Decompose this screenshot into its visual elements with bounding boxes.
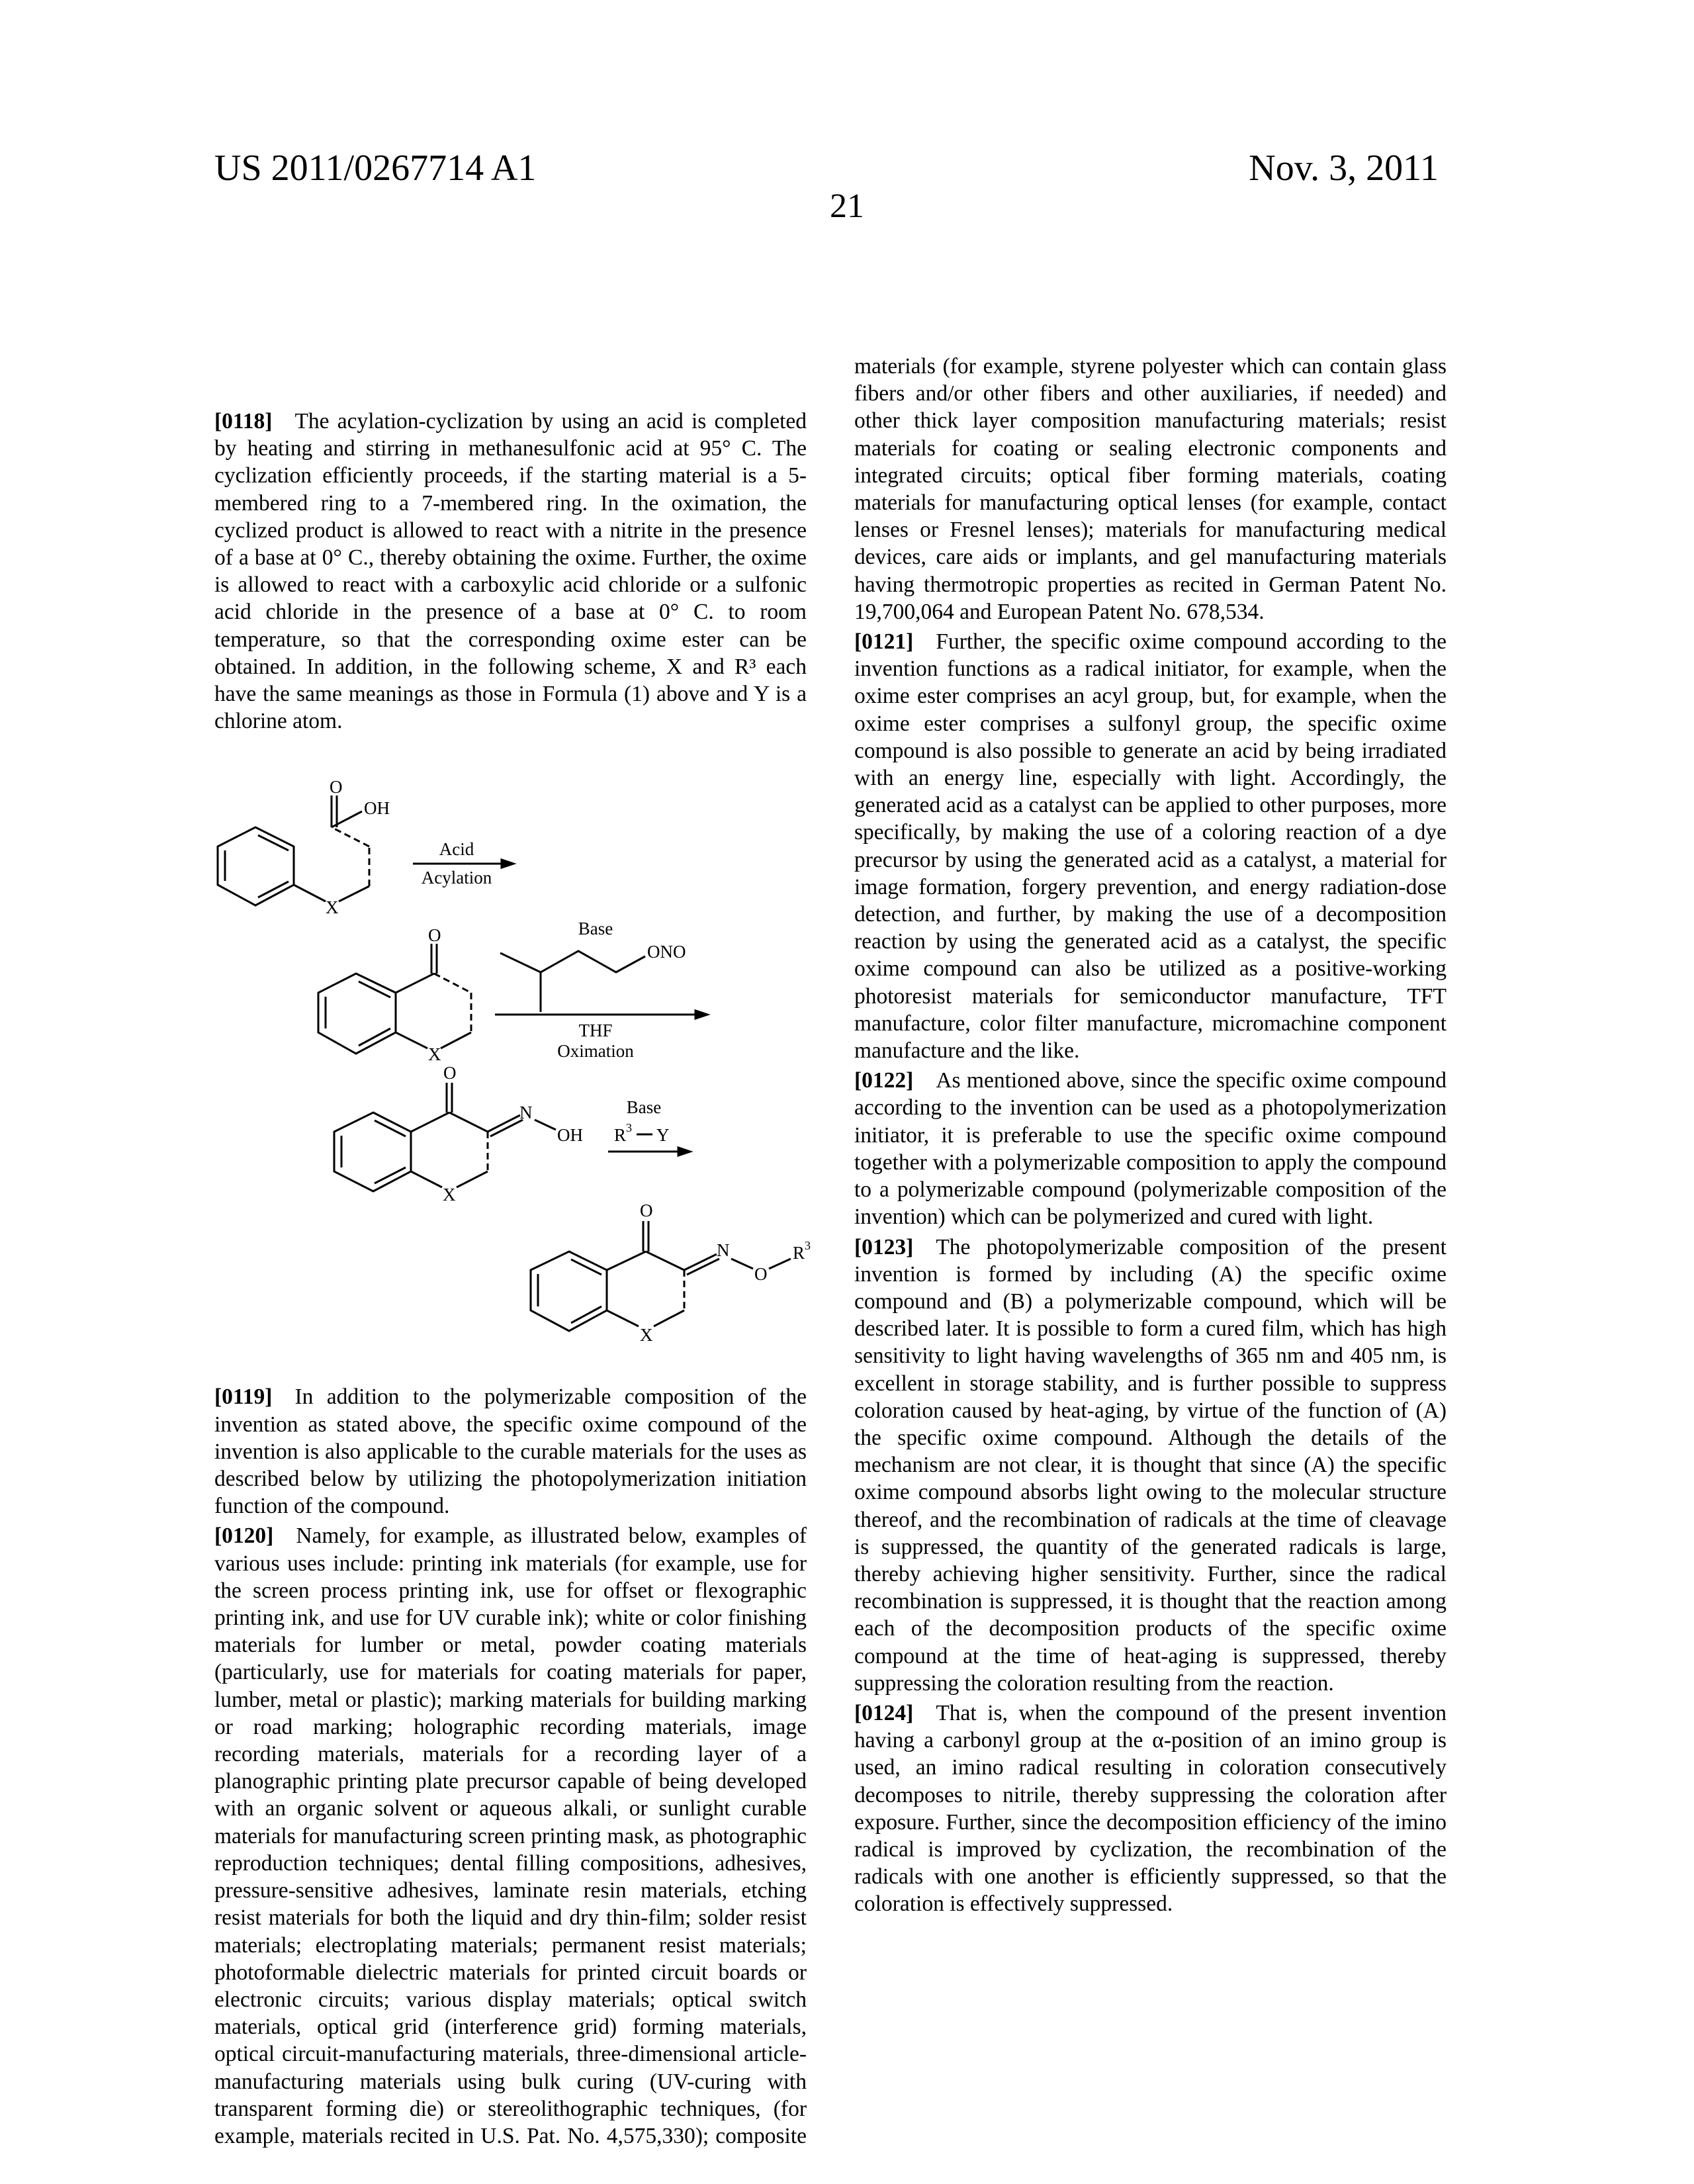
paragraph-0122: [0122] As mentioned above, since the specific oxime compound according to the invention can be used as a photopolymerization initiator, it is preferable to use the specific oxime compound together with a polymerizable composition to apply the compound to a polymerizable compound (polymerizable composition of the invention) which can be polymerized and cured with light. <box>854 1067 1447 1230</box>
paragraph-0120: [0120] Namely, for example, as illustrated below, examples of various uses include: printing ink materials (for example, use for the screen process printing ink, use for offset or flexographic printing ink, and use for UV curable ink); white or color finishing materials for lumber or metal, powder coating materials (particularly, use for materials for coating materials for paper, lumber, metal or plastic); marking materials for building marking or road marking; holographic recording materials, image recording materials, materials for a recording layer of a planographic printing plate precursor capable of being developed with an organic solvent or aqueous alkali, or sunlight curable materials for manufacturing screen printing mask, as photographic reproduction techniques; dental filling compositions, adhesives, pressure-sensitive adhesives, laminate resin materials, etching resist materials for both the liquid and dry thin-film; solder resist materials; electroplating materials; permanent resist materials; photoformable dielectric materials for printed circuit boards or electronic circuits; various display materials; optical switch materials, optical grid (interference grid) forming materials, optical circuit-manufacturing materials, three-dimensional article-manufacturing materials using bulk curing (UV-curing with transparent forming die) or stereolithographic techniques, (for example, materials recited in U.S. Pat. No. 4,575,330); composite materials (for example, styrene polyester which can contain glass fibers and/or other fibers and other auxiliaries, if needed) and other thick layer composition manufacturing materials; resist materials for coating or sealing electronic components and integrated circuits; optical fiber forming materials, coating materials for manufacturing optical lenses (for example, contact lenses or Fresnel lenses); materials for manufacturing medical devices, care aids or implants, and gel manufacturing materials having thermotropic properties as recited in German Patent No. 19,700,064 and European Patent No. 678,534. <box>214 353 1447 2160</box>
oxime-intermediate <box>334 1063 583 1205</box>
svg-text:ONO: ONO <box>647 942 686 962</box>
reaction-scheme <box>199 761 814 1357</box>
svg-text:N: N <box>519 1103 533 1122</box>
paragraph-0123: [0123] The photopolymerizable composition of the present invention is formed by including (A) the specific oxime compound and (B) a polymerizable compound, which will be described later. It is possible to form a cured film, which has high sensitivity to light having wavelengths of 365 nm and 405 nm, is excellent in storage stability, and is further possible to suppress coloration caused by heat-aging, by virtue of the function of (A) the specific oxime compound. Although the details of the mechanism are not clear, it is thought that since (A) the specific oxime compound absorbs light owing to the molecular structure thereof, and the recombination of radicals at the time of cleavage is suppressed, the quantity of the generated radicals is large, thereby achieving higher sensitivity. Further, since the radical recombination is suppressed, it is thought that the reaction among each of the decomposition products of the specific oxime compound at the time of heat-aging is suppressed, thereby suppressing the coloration resulting from the reaction. <box>854 1234 1447 1697</box>
svg-text:OH: OH <box>557 1125 583 1145</box>
svg-text:O: O <box>754 1264 768 1284</box>
svg-text:Base: Base <box>578 919 613 938</box>
svg-text:X: X <box>326 897 339 917</box>
svg-text:R: R <box>614 1125 626 1145</box>
two-column-body <box>214 353 1447 2160</box>
paragraph-0124: [0124] That is, when the compound of the present invention having a carbonyl group at the α-position of an imino group is used, an imino radical resulting in coloration consecutively decomposes to nitrile, thereby suppressing the coloration after exposure. Further, since the decomposition efficiency of the imino radical is improved by cyclization, the recombination of the radicals with one another is efficiently suppressed, so that the coloration is effectively suppressed. <box>854 1700 1447 1918</box>
svg-text:O: O <box>330 777 343 797</box>
svg-text:R: R <box>793 1243 805 1263</box>
svg-text:X: X <box>640 1325 653 1345</box>
svg-text:Acylation: Acylation <box>422 868 492 887</box>
paragraph-0121: [0121] Further, the specific oxime compound according to the invention functions as a radical initiator, for example, when the oxime ester comprises an acyl group, but, for example, when the oxime ester comprises a sulfonyl group, the specific oxime compound is also possible to generate an acid by being irradiated with an energy line, especially with light. Accordingly, the generated acid as a catalyst can be applied to other purposes, more specifically, by making the use of a coloring reaction of a dye precursor by using the generated acid as a catalyst, a material for image formation, forgery prevention, and energy radiation-dose detection, and further, by making the use of a decomposition reaction by using the generated acid as a catalyst, the specific oxime compound can also be utilized as a positive-working photoresist materials for semiconductor manufacture, TFT manufacture, color filter manufacture, micromachine component manufacture and the like. <box>854 628 1447 1064</box>
svg-text:O: O <box>428 925 441 945</box>
patent-number: US 2011/0267714 A1 <box>214 147 536 189</box>
svg-text:Base: Base <box>627 1097 662 1117</box>
svg-text:3: 3 <box>805 1239 811 1252</box>
svg-text:X: X <box>443 1185 456 1205</box>
starting-material <box>218 777 390 917</box>
publication-date: Nov. 3, 2011 <box>1249 147 1439 189</box>
oxime-ester-product <box>531 1201 811 1345</box>
svg-text:Oximation: Oximation <box>557 1041 634 1061</box>
arrow-esterification <box>608 1097 690 1156</box>
svg-text:N: N <box>717 1240 730 1260</box>
svg-text:O: O <box>640 1201 653 1220</box>
arrow-acylation <box>413 839 513 887</box>
arrow-oximation <box>495 919 707 1061</box>
svg-text:Acid: Acid <box>439 839 474 859</box>
paragraph-0119: [0119] In addition to the polymerizable composition of the invention as stated above, the specific oxime compound of the invention is also applicable to the curable materials for the uses as described below by utilizing the photopolymerization initiation function of the compound. <box>214 1383 807 1520</box>
svg-text:O: O <box>443 1063 457 1083</box>
svg-text:X: X <box>428 1044 441 1064</box>
page-number: 21 <box>0 187 1694 226</box>
paragraph-0118: [0118] The acylation-cyclization by using an acid is completed by heating and stirring in methanesulfonic acid at 95° C. The cyclization efficiently proceeds, if the starting material is a 5-membered ring to a 7-membered ring. In the oximation, the cyclized product is allowed to react with a nitrite in the presence of a base at 0° C., thereby obtaining the oxime. Further, the oxime is allowed to react with a carboxylic acid chloride or a sulfonic acid chloride in the presence of a base at 0° C. to room temperature, so that the corresponding oxime ester can be obtained. In addition, in the following scheme, X and R³ each have the same meanings as those in Formula (1) above and Y is a chlorine atom. <box>214 353 807 735</box>
svg-text:OH: OH <box>364 798 390 818</box>
svg-text:3: 3 <box>626 1121 632 1134</box>
svg-text:Y: Y <box>656 1125 670 1145</box>
cyclized-ketone <box>318 925 471 1064</box>
svg-text:THF: THF <box>578 1021 612 1040</box>
